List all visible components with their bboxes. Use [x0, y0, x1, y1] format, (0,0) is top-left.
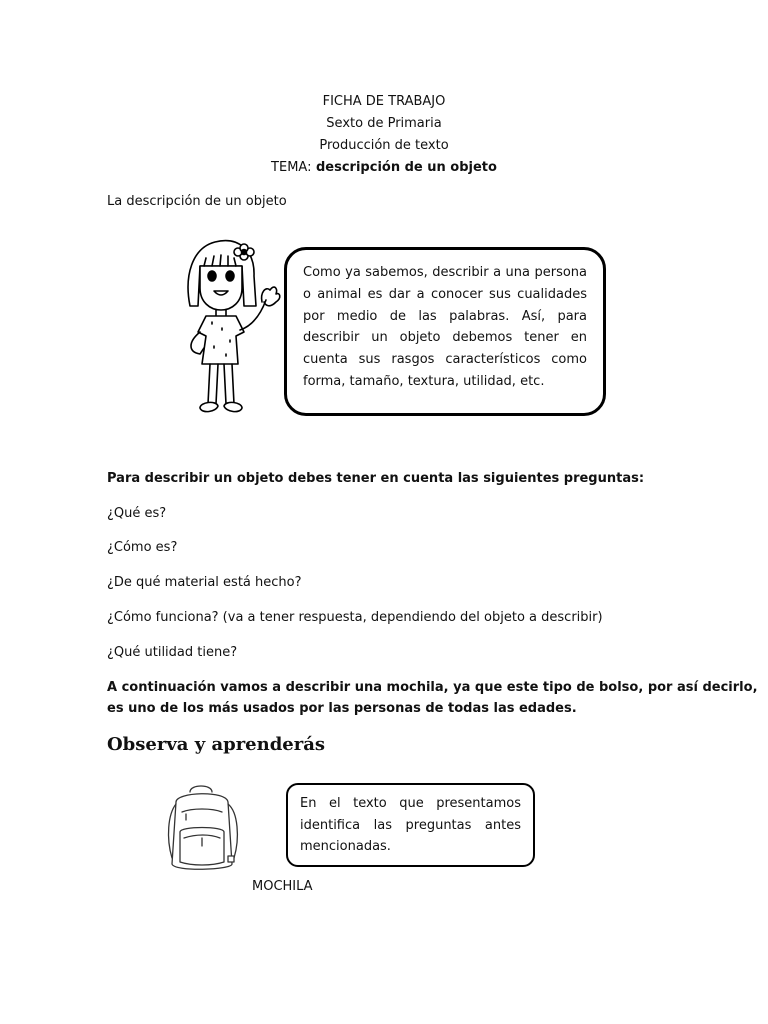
question-item: ¿Cómo funciona? (va a tener respuesta, dependiendo del objeto a describir): [107, 610, 603, 625]
section-heading: Observa y aprenderás: [107, 734, 326, 755]
questions-intro: Para describir un objeto debes tener en cuenta las siguientes preguntas:: [107, 471, 645, 486]
question-item: ¿Cómo es?: [107, 540, 178, 555]
header-title: FICHA DE TRABAJO: [322, 94, 446, 109]
instruction-text: En el texto que presentamos identifica las preguntas antes mencionadas.: [300, 796, 521, 854]
header-grade: Sexto de Primaria: [326, 116, 442, 131]
header-topic: [0, 157, 768, 178]
question-item: ¿Qué es?: [107, 506, 167, 521]
speech-bubble-text: Como ya sabemos, describir a una persona o animal es dar a conocer sus cualidades por medio de las palabras. Así, para describir un objeto debemos tener en cuenta sus rasgos característicos como forma, tamaño, textura, utilidad, etc.: [303, 265, 587, 389]
image-caption: MOCHILA: [252, 879, 313, 894]
topic-label: TEMA:: [271, 160, 312, 175]
instruction-box: [286, 783, 535, 867]
question-item: ¿Qué utilidad tiene?: [107, 645, 238, 660]
continuation-line-2: es uno de los más usados por las personas de todas las edades.: [107, 701, 577, 716]
backpack-icon: [162, 782, 244, 874]
topic-value: descripción de un objeto: [311, 160, 497, 175]
girl-waving-icon: [170, 236, 290, 426]
intro-text: La descripción de un objeto: [107, 194, 287, 209]
speech-bubble: [284, 247, 606, 416]
question-item: ¿De qué material está hecho?: [107, 575, 302, 590]
continuation-line-1: A continuación vamos a describir una mochila, ya que este tipo de bolso, por así decirlo,: [107, 680, 758, 695]
header-subject: Producción de texto: [319, 138, 449, 153]
